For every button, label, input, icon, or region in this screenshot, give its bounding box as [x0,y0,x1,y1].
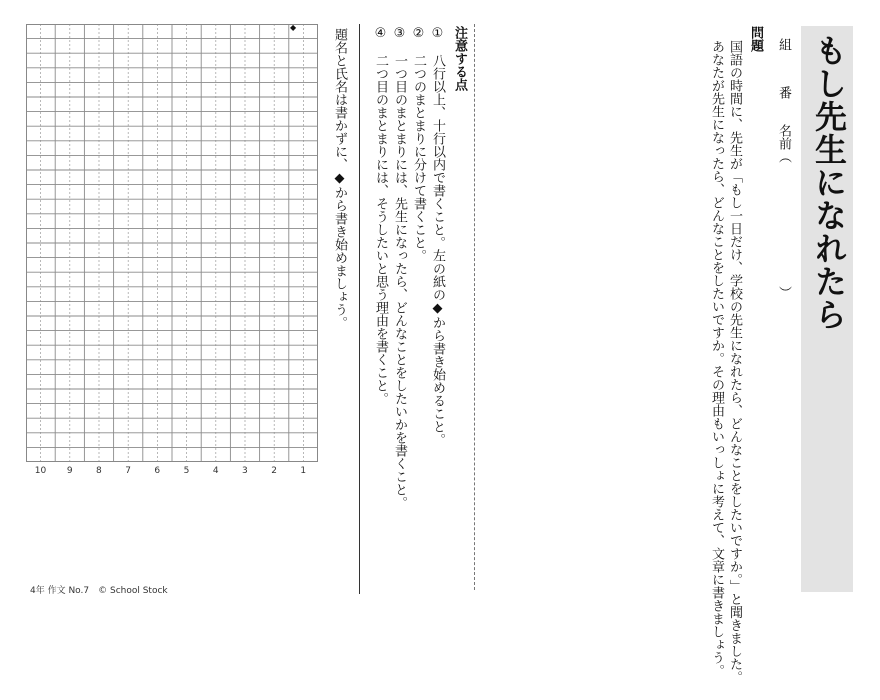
divider-line [359,24,360,594]
page-title: もし先生になれたら [810,34,848,331]
column-number: 8 [96,466,102,476]
column-number: 10 [34,466,47,476]
name-label: 名前（ [776,124,791,163]
column-number: 7 [125,466,131,476]
class-label: 組 [776,38,791,51]
notes-heading: 注意する点 [452,26,467,91]
column-number: 4 [212,466,219,476]
column-number: 9 [66,466,73,476]
footer-credit: 4年 作文 No.7 © School Stock [30,586,168,596]
writing-grid[interactable] [26,24,318,462]
column-number: 3 [242,466,248,476]
column-number: 1 [300,466,307,476]
column-number: 5 [183,466,190,476]
column-number: 2 [271,466,277,476]
column-numbers [26,466,318,480]
note-item-1: ① 八行以上、十行以内で書くこと。左の紙の◆から書き始めること。 [430,26,445,446]
note-item-2: ② 二つのまとまりに分けて書くこと。 [411,26,426,262]
number-label: 番 [776,86,791,99]
note-item-4: ④ 二つ目のまとまりには、そうしたいと思う理由を書くこと。 [373,26,388,405]
instruction-text: 題名と氏名は書かずに、◆から書き始めましょう。 [332,28,347,329]
start-marker-icon: ◆ [290,23,297,32]
problem-heading: 問題 [748,26,763,52]
column-number: 6 [154,466,161,476]
name-close-bracket: ） [776,286,791,299]
problem-line-2: あなたが先生になったら、どんなことをしたいですか。その理由もいっしょに考えて、文章に書きましょう。 [709,40,724,677]
fold-line [474,24,475,590]
note-item-3: ③ 一つ目のまとまりには、先生になったら、どんなことをしたいかを書くこと。 [392,26,407,509]
problem-line-1: 国語の時間に、先生が「もし一日だけ、学校の先生になれたら、どんなことをしたいですか。」と聞きました。 [727,40,742,684]
